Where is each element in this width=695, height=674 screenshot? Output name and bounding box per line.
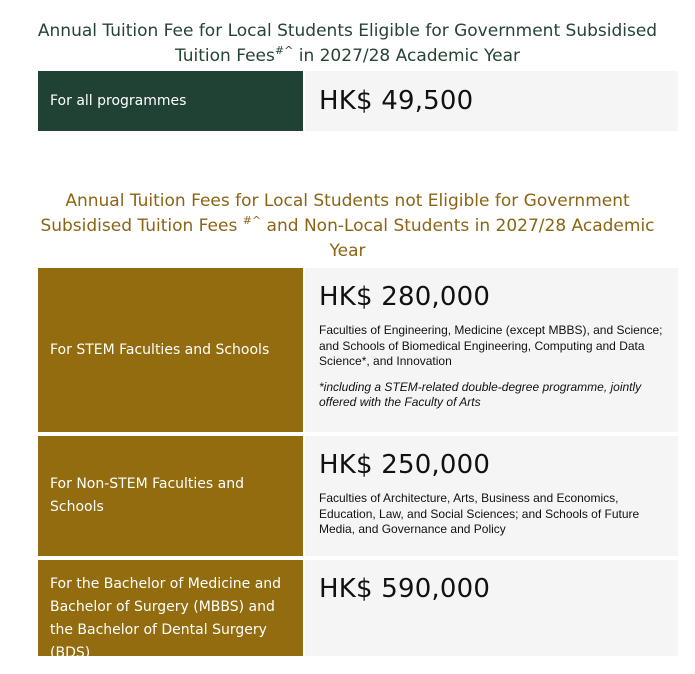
heading-text: and Non-Local Students in 2027/28 Academic (261, 216, 655, 236)
heading-line (0, 44, 695, 69)
heading-text: Subsidised Tuition Fees (40, 216, 243, 236)
fee-amount: HK$ 590,000 (319, 574, 491, 604)
heading-line: Annual Tuition Fees for Local Students not Eligible for Government (65, 191, 630, 211)
heading-text: in 2027/28 Academic Year (293, 46, 521, 66)
footnote-marker: #^ (242, 214, 262, 227)
fee-detail (305, 560, 678, 656)
heading-line (0, 214, 695, 239)
heading-text: Tuition Fees (174, 46, 275, 66)
fee-footnote: *including a STEM-related double-degree programme, jointly offered with the Faculty of Arts (319, 379, 642, 409)
heading-line: Year (329, 241, 366, 261)
fee-row-mbbs-bds (38, 560, 678, 661)
fee-row-stem (38, 268, 678, 432)
fee-description: Faculties of Architecture, Arts, Business and Economics, Education, Law, and Social Sciences; and Schools of Future Media, and Governance and Policy (319, 491, 640, 536)
fee-amount: HK$ 49,500 (319, 86, 474, 116)
fee-row-non-stem (38, 436, 678, 556)
fee-amount: HK$ 250,000 (319, 450, 491, 480)
fee-category-label: For the Bachelor of Medicine and Bachelor of Surgery (MBBS) and the Bachelor of Dental Surgery (BDS) (38, 560, 303, 656)
fee-category-label: For Non-STEM Faculties and Schools (38, 436, 303, 556)
fee-detail (305, 436, 678, 556)
fee-row-all-programmes (38, 71, 678, 131)
heading-line: Annual Tuition Fee for Local Students Eligible for Government Subsidised (37, 21, 658, 41)
fee-category-label: For all programmes (38, 71, 303, 131)
local-subsidised-fee-heading (0, 19, 695, 69)
fee-category-label: For STEM Faculties and Schools (38, 268, 303, 432)
fee-detail (305, 268, 678, 432)
fee-detail (305, 71, 678, 131)
fee-description: Faculties of Engineering, Medicine (except MBBS), and Science; and Schools of Biomedical Engineering, Computing and Data Science*, and Innovation (319, 323, 663, 368)
fee-amount: HK$ 280,000 (319, 282, 491, 312)
footnote-marker: #^ (274, 44, 294, 57)
non-subsidised-fee-heading (0, 189, 695, 264)
